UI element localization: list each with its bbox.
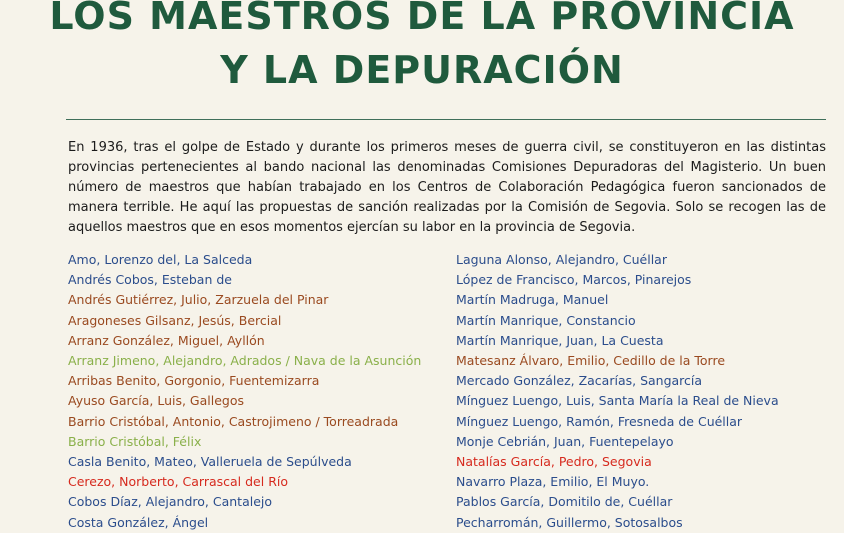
teacher-entry: Arranz González, Miguel, Ayllón <box>68 332 265 348</box>
teacher-entry: Arribas Benito, Gorgonio, Fuentemizarra <box>68 373 320 389</box>
teacher-list-right <box>456 250 779 533</box>
teacher-entry: Pablos García, Domitilo de, Cuéllar <box>456 494 673 510</box>
teacher-entry: Martín Manrique, Constancio <box>456 312 636 328</box>
title-line-2: Y LA DEPURACIÓN <box>220 48 624 92</box>
teacher-entry: Martín Madruga, Manuel <box>456 292 609 308</box>
teacher-list-left <box>68 250 421 533</box>
teacher-entry: Aragoneses Gilsanz, Jesús, Bercial <box>68 312 282 328</box>
teacher-entry: Laguna Alonso, Alejandro, Cuéllar <box>456 252 667 267</box>
teacher-entry: Barrio Cristóbal, Félix <box>68 433 202 449</box>
teacher-entry: Monje Cebrián, Juan, Fuentepelayo <box>456 433 674 449</box>
teacher-entry: Navarro Plaza, Emilio, El Muyo. <box>456 474 650 490</box>
teacher-entry: Andrés Gutiérrez, Julio, Zarzuela del Pinar <box>68 292 329 308</box>
teacher-entry: López de Francisco, Marcos, Pinarejos <box>456 272 692 288</box>
title-divider <box>66 119 826 120</box>
teacher-entry: Andrés Cobos, Esteban de <box>68 272 232 288</box>
teacher-entry: Mínguez Luengo, Luis, Santa María la Real de Nieva <box>456 393 779 409</box>
teacher-entry: Cerezo, Norberto, Carrascal del Río <box>68 474 289 490</box>
teacher-entry: Mercado González, Zacarías, Sangarcía <box>456 373 703 389</box>
teacher-entry: Casla Benito, Mateo, Valleruela de Sepúlveda <box>68 454 352 470</box>
teacher-entry: Natalías García, Pedro, Segovia <box>456 454 652 470</box>
teacher-entry: Barrio Cristóbal, Antonio, Castrojimeno / Torreadrada <box>68 413 399 429</box>
teacher-entry: Matesanz Álvaro, Emilio, Cedillo de la Torre <box>456 353 726 369</box>
teacher-entry: Amo, Lorenzo del, La Salceda <box>68 252 253 267</box>
teacher-entry: Martín Manrique, Juan, La Cuesta <box>456 332 664 348</box>
title-line-1: LOS MAESTROS DE LA PROVINCIA <box>49 0 795 38</box>
teacher-entry: Mínguez Luengo, Ramón, Fresneda de Cuéllar <box>456 413 743 429</box>
teacher-entry: Arranz Jimeno, Alejandro, Adrados / Nava de la Asunción <box>68 353 422 369</box>
teacher-entry: Cobos Díaz, Alejandro, Cantalejo <box>68 494 273 510</box>
teacher-entry: Costa González, Ángel <box>68 514 209 530</box>
intro-paragraph: En 1936, tras el golpe de Estado y durante los primeros meses de guerra civil, se constituyeron en las distintas provincias pertenecientes al bando nacional las denominadas Comisiones Depuradoras del Magisterio. Un buen número de maestros que habían trabajado en los Centros de Colaboración Pedagógica fueron sancionados de manera terrible. He aquí las propuestas de sanción realizadas por la Comisión de Segovia. Solo se recogen las de aquellos maestros que en esos momentos ejercían su labor en la provincia de Segovia. <box>68 140 826 235</box>
teacher-entry: Ayuso García, Luis, Gallegos <box>68 393 244 409</box>
teacher-entry: Pecharromán, Guillermo, Sotosalbos <box>456 514 683 530</box>
